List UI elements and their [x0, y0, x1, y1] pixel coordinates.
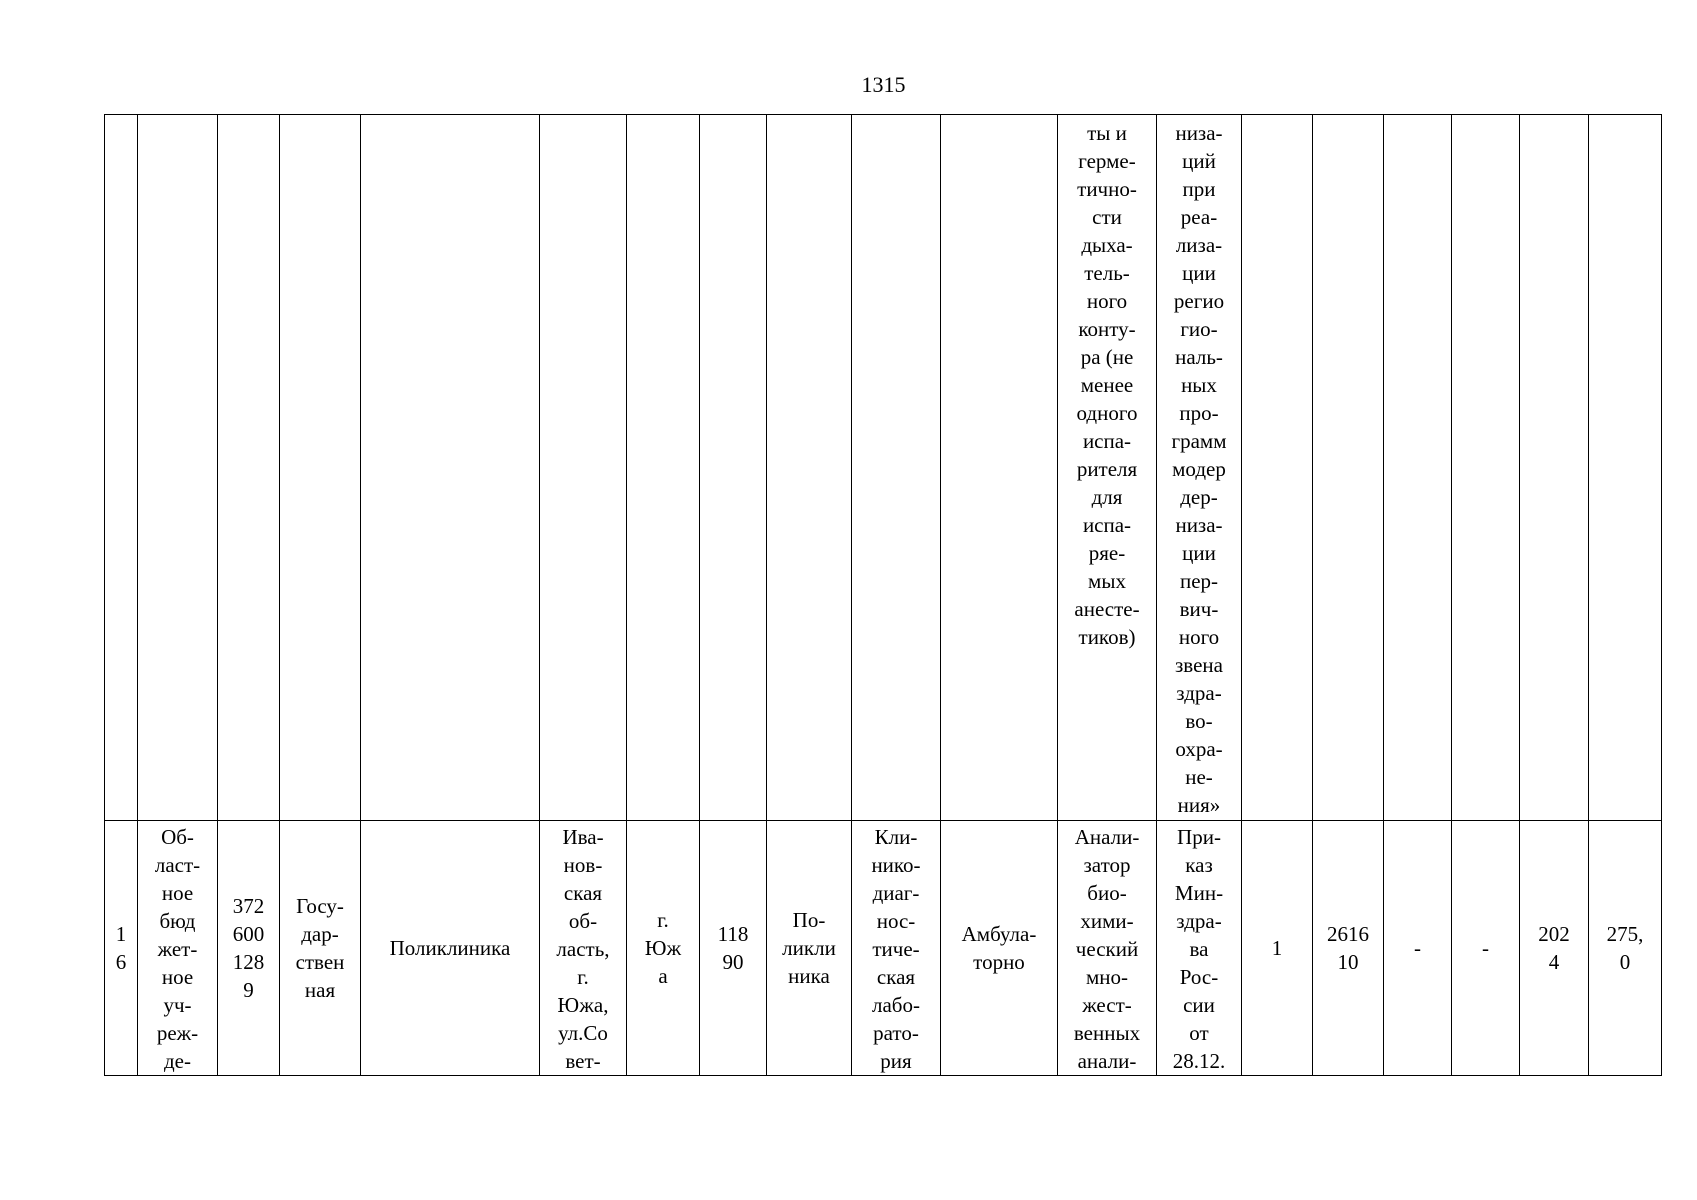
cell-empty: [1313, 115, 1384, 821]
table-row: [105, 821, 1662, 1076]
cell-empty: [852, 115, 941, 821]
cell-population: 118 90: [700, 821, 767, 1076]
cell-empty: [941, 115, 1058, 821]
cell-empty: [767, 115, 852, 821]
cell-dash: -: [1384, 821, 1452, 1076]
cell-quantity: 1: [1242, 821, 1313, 1076]
cell-empty: [105, 115, 138, 821]
cell-code: 2616 10: [1313, 821, 1384, 1076]
cell-city: г. Юж а: [627, 821, 700, 1076]
cell-empty: [1520, 115, 1589, 821]
cell-legal-basis: [1157, 115, 1242, 821]
cell-empty: [1384, 115, 1452, 821]
cell-address: Ива- нов- ская об- ласть, г. Южа, ул.Со вет-: [540, 821, 627, 1076]
cell-department: Кли- нико- диаг- нос- тиче- ская лабо- рато- рия: [852, 821, 941, 1076]
table-row-continued: [105, 115, 1662, 821]
cell-empty: [280, 115, 361, 821]
cell-text: низа- ций при реа- лиза- ции регио гио- наль- ных про- грамм модер дер- низа- ции пер- вич- ного звена здра- во- охра- не- ния»: [1171, 121, 1227, 817]
cell-amount: 275, 0: [1589, 821, 1662, 1076]
cell-legal-basis: При- каз Мин- здра- ва Рос- сии от 28.12.: [1157, 821, 1242, 1076]
cell-facility-type: Поликлиника: [361, 821, 540, 1076]
cell-empty: [540, 115, 627, 821]
cell-organization: Об- ласт- ное бюд жет- ное уч- реж- де-: [138, 821, 218, 1076]
cell-ownership: Госу- дар- ствен ная: [280, 821, 361, 1076]
equipment-table: [104, 114, 1662, 1076]
cell-empty: [627, 115, 700, 821]
cell-care-form: Амбула- торно: [941, 821, 1058, 1076]
page-number: 1315: [861, 72, 906, 97]
cell-empty: [218, 115, 280, 821]
cell-dash: -: [1452, 821, 1520, 1076]
cell-empty: [1452, 115, 1520, 821]
cell-empty: [700, 115, 767, 821]
cell-text: ты и герме- тично- сти дыха- тель- ного конту- ра (не менее одного испа- рителя для испа- ряе- мых анесте- тиков): [1074, 121, 1140, 649]
cell-row-number: 1 6: [105, 821, 138, 1076]
cell-empty: [1589, 115, 1662, 821]
cell-inn: 372 600 128 9: [218, 821, 280, 1076]
cell-empty: [1242, 115, 1313, 821]
cell-equipment-name: Анали- затор био- хими- ческий мно- жест- венных анали-: [1058, 821, 1157, 1076]
cell-empty: [361, 115, 540, 821]
cell-empty: [138, 115, 218, 821]
cell-subdivision: По- ликли ника: [767, 821, 852, 1076]
cell-year: 202 4: [1520, 821, 1589, 1076]
cell-equipment-requirements: [1058, 115, 1157, 821]
